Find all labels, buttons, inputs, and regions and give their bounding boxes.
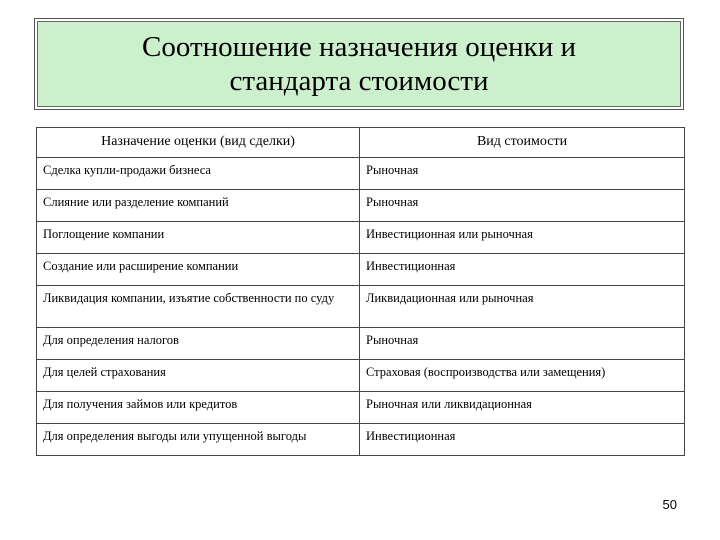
table-row bbox=[37, 392, 685, 424]
cell-purpose: Для определения налогов bbox=[37, 328, 360, 360]
table-row bbox=[37, 222, 685, 254]
cell-value-type: Инвестиционная bbox=[360, 254, 685, 286]
table-row bbox=[37, 328, 685, 360]
table-row bbox=[37, 254, 685, 286]
cell-purpose: Слияние или разделение компаний bbox=[37, 190, 360, 222]
cell-value-type: Рыночная bbox=[360, 158, 685, 190]
cell-value-type: Инвестиционная bbox=[360, 424, 685, 456]
table-header-row bbox=[37, 128, 685, 158]
table-row bbox=[37, 360, 685, 392]
slide-title-box bbox=[34, 18, 684, 110]
cell-purpose: Для получения займов или кредитов bbox=[37, 392, 360, 424]
header-value-type: Вид стоимости bbox=[360, 128, 685, 158]
cell-purpose: Сделка купли-продажи бизнеса bbox=[37, 158, 360, 190]
header-purpose: Назначение оценки (вид сделки) bbox=[37, 128, 360, 158]
cell-purpose: Поглощение компании bbox=[37, 222, 360, 254]
cell-purpose: Ликвидация компании, изъятие собственности по суду bbox=[37, 286, 360, 328]
cell-purpose: Для целей страхования bbox=[37, 360, 360, 392]
slide-title-line-2: стандарта стоимости bbox=[229, 65, 489, 97]
table-row bbox=[37, 424, 685, 456]
valuation-table bbox=[36, 127, 685, 456]
cell-value-type: Рыночная bbox=[360, 328, 685, 360]
cell-purpose: Создание или расширение компании bbox=[37, 254, 360, 286]
table-row bbox=[37, 158, 685, 190]
cell-value-type: Рыночная или ликвидационная bbox=[360, 392, 685, 424]
cell-value-type: Страховая (воспроизводства или замещения) bbox=[360, 360, 685, 392]
slide-title-line-1: Соотношение назначения оценки и bbox=[142, 31, 576, 63]
cell-value-type: Ликвидационная или рыночная bbox=[360, 286, 685, 328]
page-number: 50 bbox=[662, 497, 677, 512]
table-row bbox=[37, 190, 685, 222]
table-row bbox=[37, 286, 685, 328]
cell-value-type: Инвестиционная или рыночная bbox=[360, 222, 685, 254]
cell-purpose: Для определения выгоды или упущенной выгоды bbox=[37, 424, 360, 456]
cell-value-type: Рыночная bbox=[360, 190, 685, 222]
